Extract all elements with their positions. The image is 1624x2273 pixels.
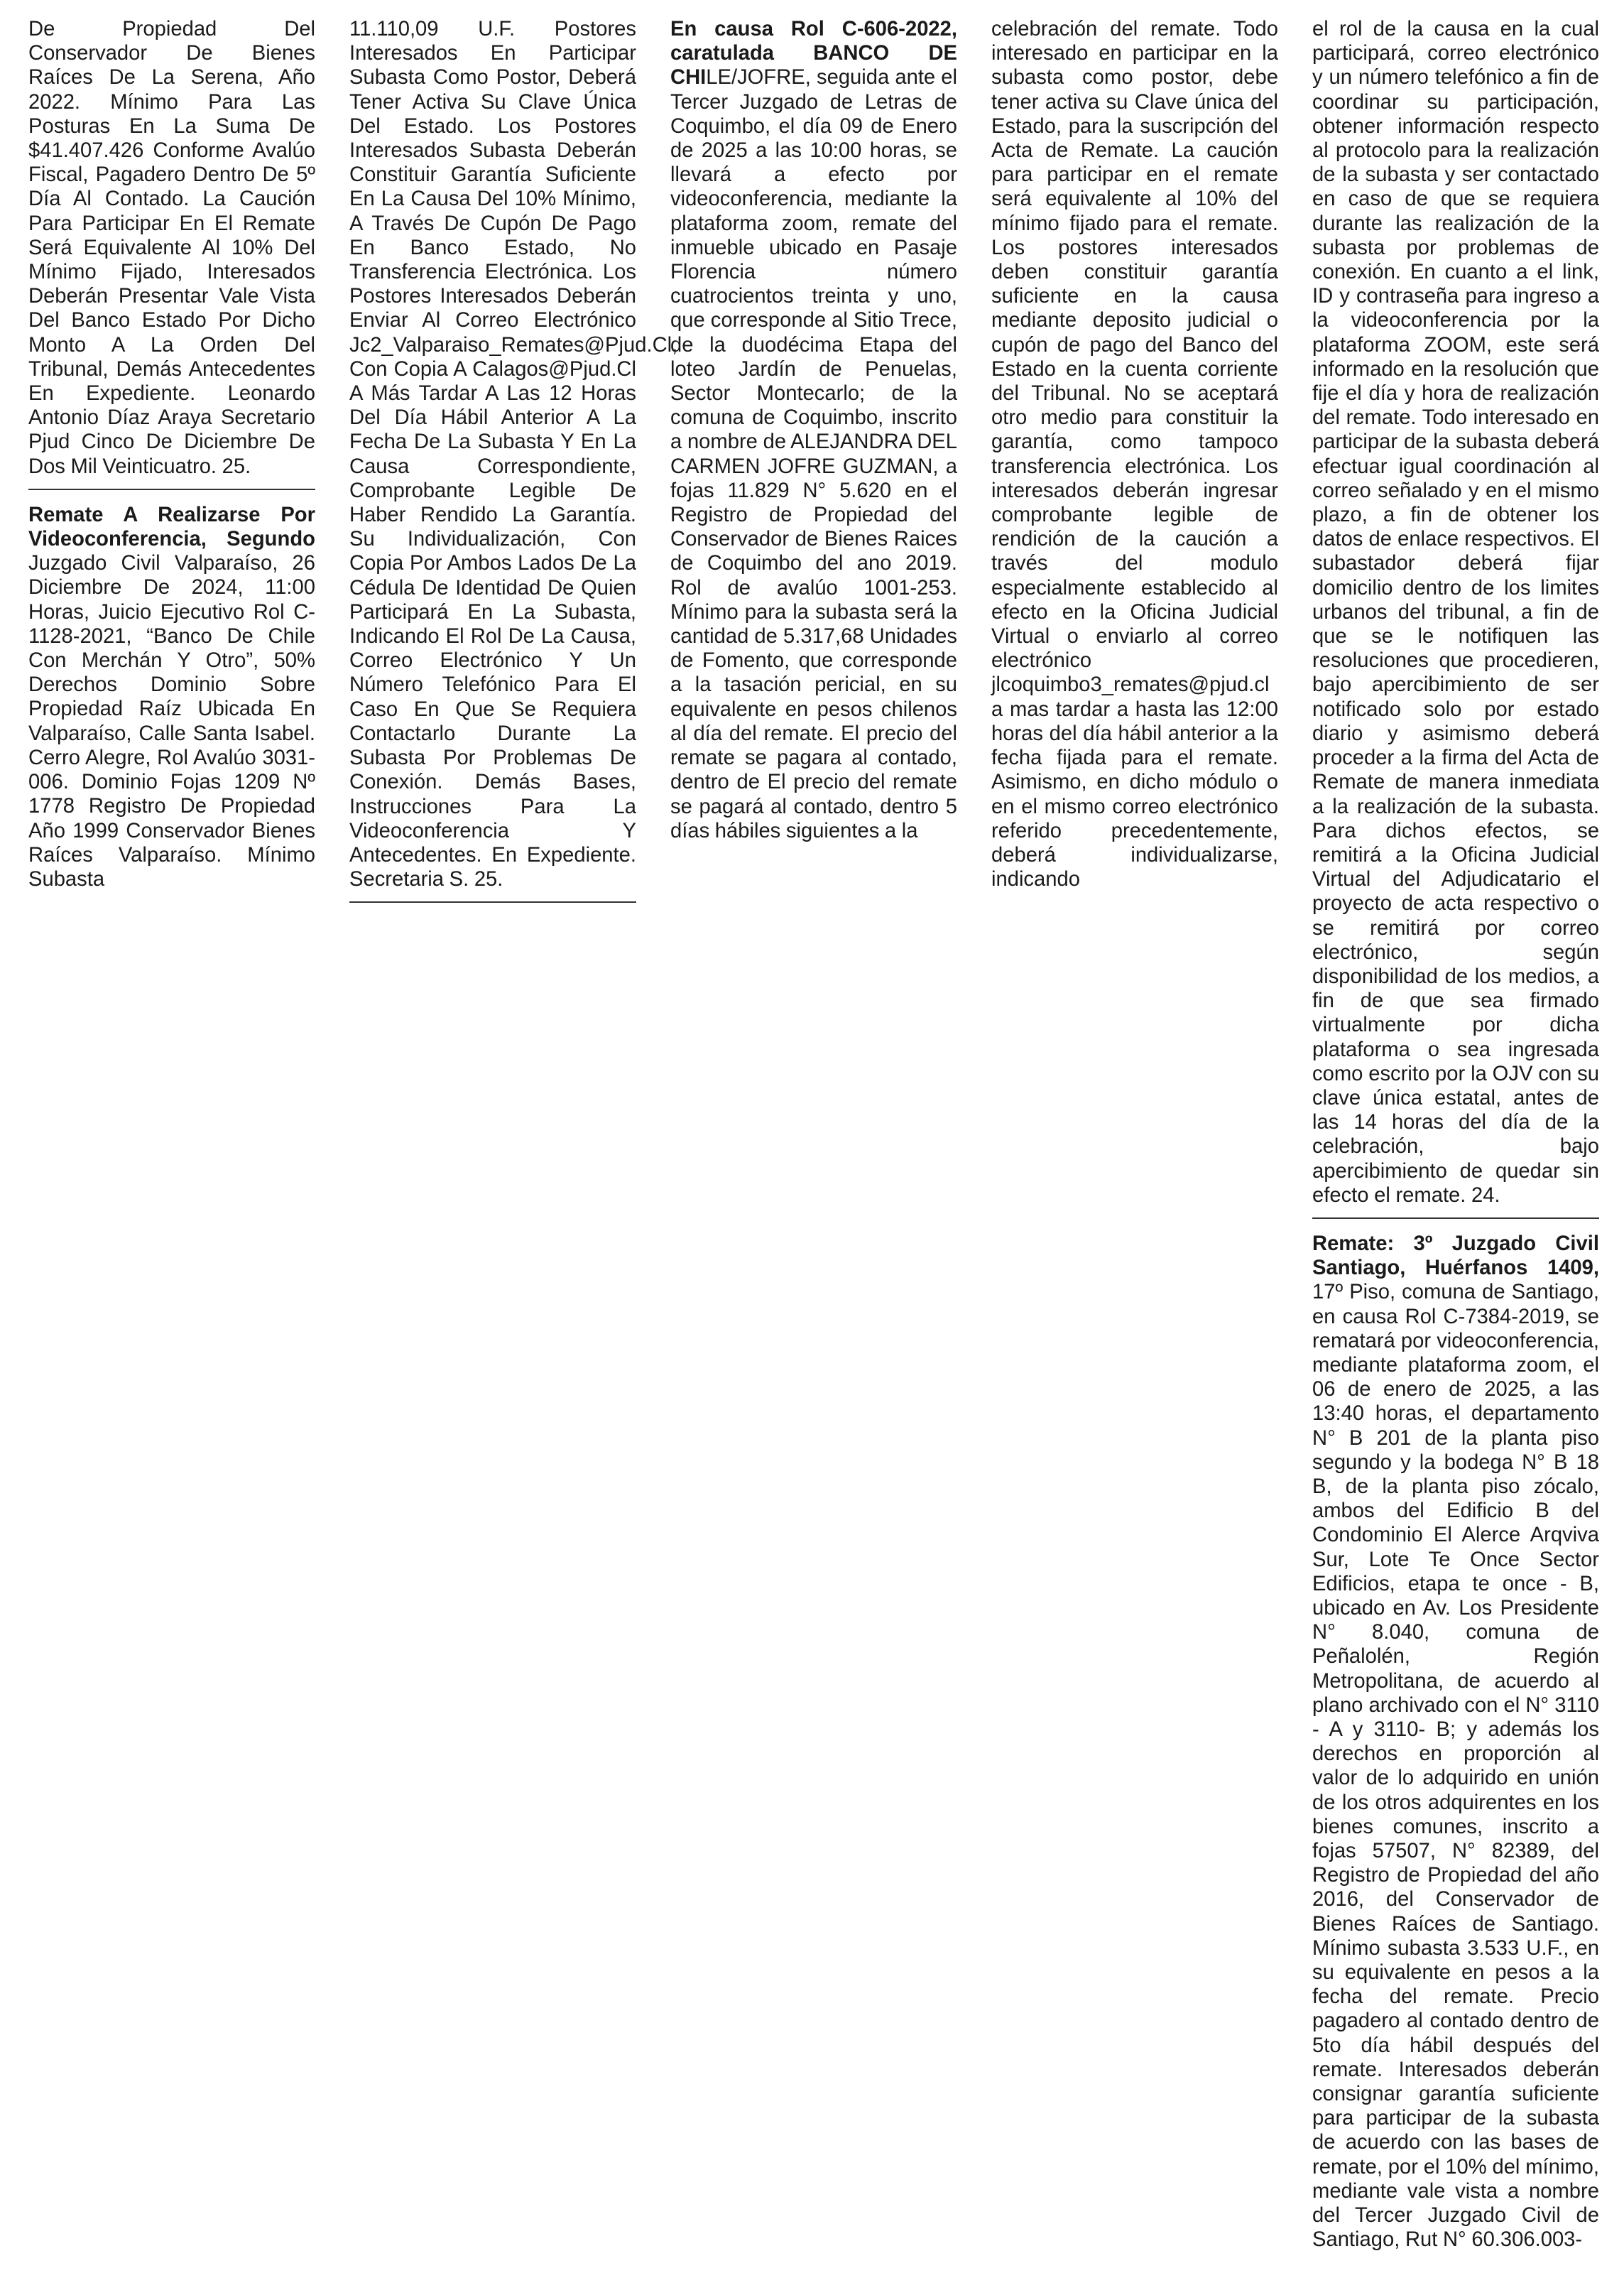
- notice-body: LE/JOFRE, seguida ante el Tercer Juzgado de Letras de Coquimbo, el día 09 de Enero de 2025 a las 10:00 horas, se llevará a efecto por videoconferencia, mediante la plataforma zoom, remate del inmueble ubicado en Pasaje Florencia número cuatrocientos treinta y uno, que corresponde al Sitio Trece, de la duodécima Etapa del loteo Jardín de Penuelas, Sector Montecarlo; de la comuna de Coquimbo, inscrito a nombre de ALEJANDRA DEL CARMEN JOFRE GUZMAN, a fojas 11.829 N° 5.620 en el Registro de Propiedad del Conservador de Bienes Raices de Coquimbo del ano 2019. Rol de avalúo 1001-253. Mínimo para la subasta será la cantidad de 5.317,68 Unidades de Fomento, que corresponde a la tasación pericial, en su equivalente en pesos chilenos al día del remate. El precio del remate se pagara al contado, dentro de El precio del remate se pagará al contado, dentro 5 días hábiles siguientes a la: [670, 66, 957, 842]
- notice-body: 11.110,09 U.F. Postores Interesados En Participar Subasta Como Postor, Deberá Tener Activa Su Clave Única Del Estado. Los Postores Interesados Subasta Deberán Constituir Garantía Suficiente En La Causa Del 10% Mínimo, A Través De Cupón De Pago En Banco Estado, No Transferencia Electrónica. Los Postores Interesados Deberán Enviar Al Correo Electrónico Jc2_Valparaiso_Remates@Pjud.Cl, Con Copia A Calagos@Pjud.Cl A Más Tardar A Las 12 Horas Del Día Hábil Anterior A La Fecha De La Subasta Y En La Causa Correspondiente, Comprobante Legible De Haber Rendido La Garantía. Su Individualización, Con Copia Por Ambos Lados De La Cédula De Identidad De Quien Participará En La Subasta, Indicando El Rol De La Causa, Correo Electrónico Y Un Número Telefónico Para El Caso En Que Se Requiera Contactarlo Durante La Subasta Por Problemas De Conexión. Demás Bases, Instrucciones Para La Videoconferencia Y Antecedentes. En Expediente. Secretaria S. 25.: [349, 18, 678, 891]
- column-4: [991, 17, 1278, 891]
- notice-text: [28, 503, 315, 891]
- notice-text: [670, 17, 957, 843]
- notice-heading: Remate: 3º Juzgado Civil Santiago, Huérfanos 1409,: [1312, 1232, 1599, 1280]
- notice: [28, 503, 315, 891]
- notice-text: [1312, 17, 1599, 1208]
- notice: [1312, 1232, 1599, 2252]
- notice-text: [1312, 1232, 1599, 2252]
- notice-divider: [1312, 1217, 1599, 1219]
- notice-body: Juzgado Civil Valparaíso, 26 Diciembre De 2024, 11:00 Horas, Juicio Ejecutivo Rol C-1128-2021, “Banco De Chile Con Merchán Y Otro”, 50% Derechos Dominio Sobre Propiedad Raíz Ubicada En Valparaíso, Calle Santa Isabel. Cerro Alegre, Rol Avalúo 3031-006. Dominio Fojas 1209 Nº 1778 Registro De Propiedad Año 1999 Conservador Bienes Raíces Valparaíso. Mínimo Subasta: [28, 552, 315, 891]
- classified-notices-page: [28, 17, 1598, 2262]
- notice-text: [349, 17, 678, 891]
- column-5: [1312, 17, 1599, 2252]
- column-2: [349, 17, 678, 916]
- notice-text: [28, 17, 315, 479]
- notice-heading: En causa Rol C-606-2022, caratulada BANCO DE CHI: [670, 18, 957, 89]
- notice-heading: Remate A Realizarse Por Videoconferencia, Segundo: [28, 503, 315, 551]
- notice-text: [991, 17, 1278, 891]
- column-1: [28, 17, 315, 891]
- notice-divider: [349, 901, 636, 903]
- notice: [1312, 17, 1599, 1208]
- notice: [28, 17, 315, 479]
- notice: [670, 17, 957, 843]
- notice: [991, 17, 1278, 891]
- notice-divider: [28, 489, 315, 490]
- notice-body: el rol de la causa en la cual participará, correo electrónico y un número telefónico a fin de coordinar su participación, obtener información respecto al protocolo para la realización de la subasta y ser contactado en caso de que se requiera durante las realización de la subasta por problemas de conexión. En cuanto a el link, ID y contraseña para ingreso a la videoconferencia por la plataforma ZOOM, este será informado en la resolución que fije el día y hora de realización del remate. Todo interesado en participar de la subasta deberá efectuar igual coordinación al correo señalado y en el mismo plazo, a fin de obtener los datos de enlace respectivos. El subastador deberá fijar domicilio dentro de los limites urbanos del tribunal, a fin de que se le notifiquen las resoluciones que procedieren, bajo apercibimiento de ser notificado solo por estado diario y asimismo deberá proceder a la firma del Acta de Remate de manera inmediata a la realización de la subasta. Para dichos efectos, se remitirá a la Oficina Judicial Virtual del Adjudicatario el proyecto de acta respectivo o se remitirá por correo electrónico, según disponibilidad de los medios, a fin de que sea firmado virtualmente por dicha plataforma o sea ingresada como escrito por la OJV con su clave única estatal, antes de las 14 horas del día de la celebración, bajo apercibimiento de quedar sin efecto el remate. 24.: [1312, 18, 1599, 1207]
- column-3: [670, 17, 957, 843]
- notice: [349, 17, 678, 891]
- notice-body: 17º Piso, comuna de Santiago, en causa Rol C-7384-2019, se rematará por videoconferencia, mediante plataforma zoom, el 06 de enero de 2025, a las 13:40 horas, el departamento N° B 201 de la planta piso segundo y la bodega N° B 18 B, de la planta piso zócalo, ambos del Edificio B del Condominio El Alerce Arqviva Sur, Lote Te Once Sector Edificios, etapa te once - B, ubicado en Av. Los Presidente N° 8.040, comuna de Peñalolén, Región Metropolitana, de acuerdo al plano archivado con el N° 3110 - A y 3110- B; y además los derechos en proporción al valor de lo adquirido en unión de los otros adquirentes en los bienes comunes, inscrito a fojas 57507, N° 82389, del Registro de Propiedad del año 2016, del Conservador de Bienes Raíces de Santiago. Mínimo subasta 3.533 U.F., en su equivalente en pesos a la fecha del remate. Precio pagadero al contado dentro de 5to día hábil después del remate. Interesados deberán consignar garantía suficiente para participar de la subasta de acuerdo con las bases de remate, por el 10% del mínimo, mediante vale vista a nombre del Tercer Juzgado Civil de Santiago, Rut N° 60.306.003-: [1312, 1281, 1599, 2252]
- notice-body: celebración del remate. Todo interesado en participar en la subasta como postor, debe tener activa su Clave única del Estado, para la suscripción del Acta de Remate. La caución para participar en el remate será equivalente al 10% del mínimo fijado para el remate. Los postores interesados deben constituir garantía suficiente en la causa mediante deposito judicial o cupón de pago del Banco del Estado en la cuenta corriente del Tribunal. No se aceptará otro medio para constituir la garantía, como tampoco transferencia electrónica. Los interesados deberán ingresar comprobante legible de rendición de la caución a través del modulo especialmente establecido al efecto en la Oficina Judicial Virtual o enviarlo al correo electrónico jlcoquimbo3_remates@pjud.cl a mas tardar a hasta las 12:00 horas del día hábil anterior a la fecha fijada para el remate. Asimismo, en dicho módulo o en el mismo correo electrónico referido precedentemente, deberá individualizarse, indicando: [991, 18, 1278, 891]
- notice-body: De Propiedad Del Conservador De Bienes Raíces De La Serena, Año 2022. Mínimo Para Las Posturas En La Suma De $41.407.426 Conforme Avalúo Fiscal, Pagadero Dentro De 5º Día Al Contado. La Caución Para Participar En El Remate Será Equivalente Al 10% Del Mínimo Fijado, Interesados Deberán Presentar Vale Vista Del Banco Estado Por Dicho Monto A La Orden Del Tribunal, Demás Antecedentes En Expediente. Leonardo Antonio Díaz Araya Secretario Pjud Cinco De Diciembre De Dos Mil Veinticuatro. 25.: [28, 18, 315, 478]
